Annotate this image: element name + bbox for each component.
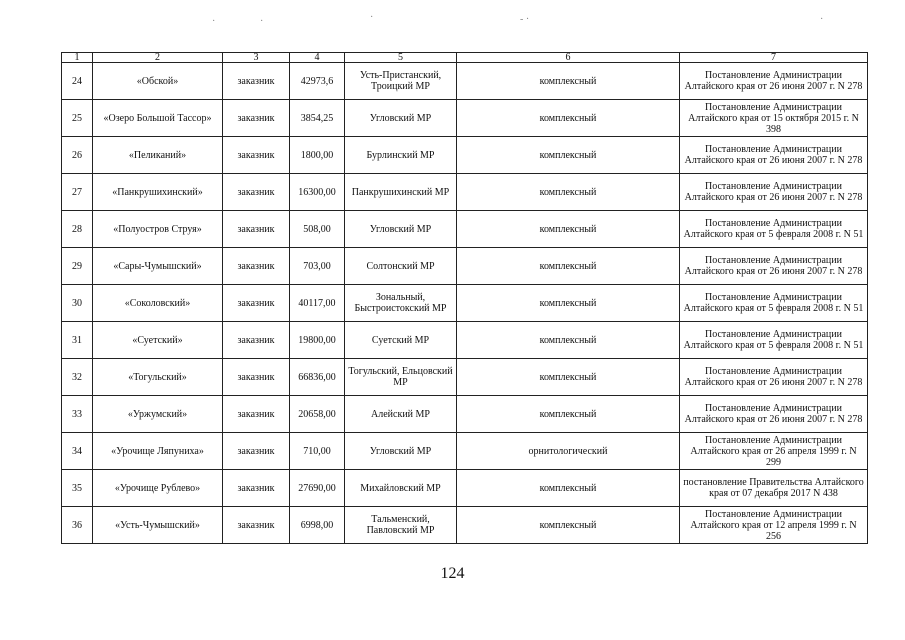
area-category-cell: заказник <box>223 211 290 248</box>
table-body <box>62 63 868 544</box>
row-number-cell: 34 <box>62 433 93 470</box>
municipal-district-cell: Угловский МР <box>345 211 457 248</box>
legal-basis-cell: Постановление Администрации Алтайского края от 26 июня 2007 г. N 278 <box>680 359 868 396</box>
scan-speck: · <box>820 14 824 25</box>
area-name-cell: «Тогульский» <box>93 359 223 396</box>
area-category-cell: заказник <box>223 137 290 174</box>
municipal-district-cell: Тогульский, Ельцовский МР <box>345 359 457 396</box>
profile-cell: комплексный <box>457 63 680 100</box>
municipal-district-cell: Зональный, Быстроистокский МР <box>345 285 457 322</box>
column-header: 6 <box>457 53 680 63</box>
municipal-district-cell: Алейский МР <box>345 396 457 433</box>
area-name-cell: «Обской» <box>93 63 223 100</box>
legal-basis-cell: Постановление Администрации Алтайского края от 26 апреля 1999 г. N 299 <box>680 433 868 470</box>
legal-basis-cell: Постановление Администрации Алтайского края от 26 июня 2007 г. N 278 <box>680 396 868 433</box>
area-size-cell: 16300,00 <box>290 174 345 211</box>
legal-basis-cell: Постановление Администрации Алтайского края от 5 февраля 2008 г. N 51 <box>680 285 868 322</box>
table-row <box>62 433 868 470</box>
area-size-cell: 710,00 <box>290 433 345 470</box>
area-size-cell: 27690,00 <box>290 470 345 507</box>
area-name-cell: «Панкрушихинский» <box>93 174 223 211</box>
area-category-cell: заказник <box>223 174 290 211</box>
row-number-cell: 24 <box>62 63 93 100</box>
table-row <box>62 63 868 100</box>
column-header: 7 <box>680 53 868 63</box>
profile-cell: комплексный <box>457 174 680 211</box>
profile-cell: комплексный <box>457 137 680 174</box>
area-category-cell: заказник <box>223 322 290 359</box>
area-size-cell: 19800,00 <box>290 322 345 359</box>
municipal-district-cell: Михайловский МР <box>345 470 457 507</box>
profile-cell: комплексный <box>457 248 680 285</box>
area-name-cell: «Озеро Большой Тассор» <box>93 100 223 137</box>
area-size-cell: 3854,25 <box>290 100 345 137</box>
protected-areas-table <box>61 52 868 544</box>
column-header: 3 <box>223 53 290 63</box>
profile-cell: комплексный <box>457 211 680 248</box>
scan-speck: · <box>212 16 216 27</box>
area-size-cell: 66836,00 <box>290 359 345 396</box>
area-size-cell: 703,00 <box>290 248 345 285</box>
area-name-cell: «Урочище Ляпуниха» <box>93 433 223 470</box>
legal-basis-cell: постановление Правительства Алтайского края от 07 декабря 2017 N 438 <box>680 470 868 507</box>
row-number-cell: 32 <box>62 359 93 396</box>
municipal-district-cell: Угловский МР <box>345 100 457 137</box>
municipal-district-cell: Бурлинский МР <box>345 137 457 174</box>
municipal-district-cell: Угловский МР <box>345 433 457 470</box>
profile-cell: комплексный <box>457 507 680 544</box>
area-name-cell: «Сары-Чумышский» <box>93 248 223 285</box>
table-row <box>62 507 868 544</box>
scan-speck: - · <box>520 14 530 25</box>
legal-basis-cell: Постановление Администрации Алтайского края от 26 июня 2007 г. N 278 <box>680 248 868 285</box>
row-number-cell: 26 <box>62 137 93 174</box>
row-number-cell: 29 <box>62 248 93 285</box>
row-number-cell: 35 <box>62 470 93 507</box>
area-name-cell: «Усть-Чумышский» <box>93 507 223 544</box>
legal-basis-cell: Постановление Администрации Алтайского края от 12 апреля 1999 г. N 256 <box>680 507 868 544</box>
area-name-cell: «Урочище Рублево» <box>93 470 223 507</box>
table-row <box>62 248 868 285</box>
area-category-cell: заказник <box>223 285 290 322</box>
municipal-district-cell: Панкрушихинский МР <box>345 174 457 211</box>
area-category-cell: заказник <box>223 396 290 433</box>
profile-cell: комплексный <box>457 396 680 433</box>
scan-speck: · <box>260 16 264 27</box>
table-row <box>62 100 868 137</box>
area-size-cell: 508,00 <box>290 211 345 248</box>
profile-cell: комплексный <box>457 322 680 359</box>
row-number-cell: 25 <box>62 100 93 137</box>
legal-basis-cell: Постановление Администрации Алтайского края от 26 июня 2007 г. N 278 <box>680 63 868 100</box>
municipal-district-cell: Усть-Пристанский, Троицкий МР <box>345 63 457 100</box>
table-row <box>62 470 868 507</box>
area-category-cell: заказник <box>223 100 290 137</box>
municipal-district-cell: Солтонский МР <box>345 248 457 285</box>
area-name-cell: «Полуостров Струя» <box>93 211 223 248</box>
scan-speck: · <box>370 12 374 23</box>
profile-cell: орнитологический <box>457 433 680 470</box>
area-size-cell: 40117,00 <box>290 285 345 322</box>
row-number-cell: 27 <box>62 174 93 211</box>
area-name-cell: «Соколовский» <box>93 285 223 322</box>
legal-basis-cell: Постановление Администрации Алтайского края от 15 октября 2015 г. N 398 <box>680 100 868 137</box>
column-header: 1 <box>62 53 93 63</box>
table-row <box>62 285 868 322</box>
area-name-cell: «Пеликаний» <box>93 137 223 174</box>
legal-basis-cell: Постановление Администрации Алтайского края от 26 июня 2007 г. N 278 <box>680 137 868 174</box>
legal-basis-cell: Постановление Администрации Алтайского края от 5 февраля 2008 г. N 51 <box>680 322 868 359</box>
row-number-cell: 31 <box>62 322 93 359</box>
profile-cell: комплексный <box>457 285 680 322</box>
municipal-district-cell: Суетский МР <box>345 322 457 359</box>
area-size-cell: 42973,6 <box>290 63 345 100</box>
profile-cell: комплексный <box>457 100 680 137</box>
municipal-district-cell: Тальменский, Павловский МР <box>345 507 457 544</box>
area-category-cell: заказник <box>223 507 290 544</box>
row-number-cell: 33 <box>62 396 93 433</box>
area-category-cell: заказник <box>223 63 290 100</box>
area-category-cell: заказник <box>223 433 290 470</box>
column-header: 5 <box>345 53 457 63</box>
row-number-cell: 30 <box>62 285 93 322</box>
column-header: 4 <box>290 53 345 63</box>
table-row <box>62 137 868 174</box>
area-category-cell: заказник <box>223 248 290 285</box>
legal-basis-cell: Постановление Администрации Алтайского края от 26 июня 2007 г. N 278 <box>680 174 868 211</box>
table-row <box>62 322 868 359</box>
table-row <box>62 211 868 248</box>
page-number: 124 <box>440 565 465 582</box>
legal-basis-cell: Постановление Администрации Алтайского края от 5 февраля 2008 г. N 51 <box>680 211 868 248</box>
area-name-cell: «Уржумский» <box>93 396 223 433</box>
profile-cell: комплексный <box>457 359 680 396</box>
row-number-cell: 36 <box>62 507 93 544</box>
table-row <box>62 359 868 396</box>
area-name-cell: «Суетский» <box>93 322 223 359</box>
table-row <box>62 396 868 433</box>
header-row <box>62 53 868 63</box>
profile-cell: комплексный <box>457 470 680 507</box>
table-row <box>62 174 868 211</box>
area-size-cell: 6998,00 <box>290 507 345 544</box>
column-header: 2 <box>93 53 223 63</box>
area-category-cell: заказник <box>223 359 290 396</box>
row-number-cell: 28 <box>62 211 93 248</box>
area-category-cell: заказник <box>223 470 290 507</box>
area-size-cell: 1800,00 <box>290 137 345 174</box>
area-size-cell: 20658,00 <box>290 396 345 433</box>
